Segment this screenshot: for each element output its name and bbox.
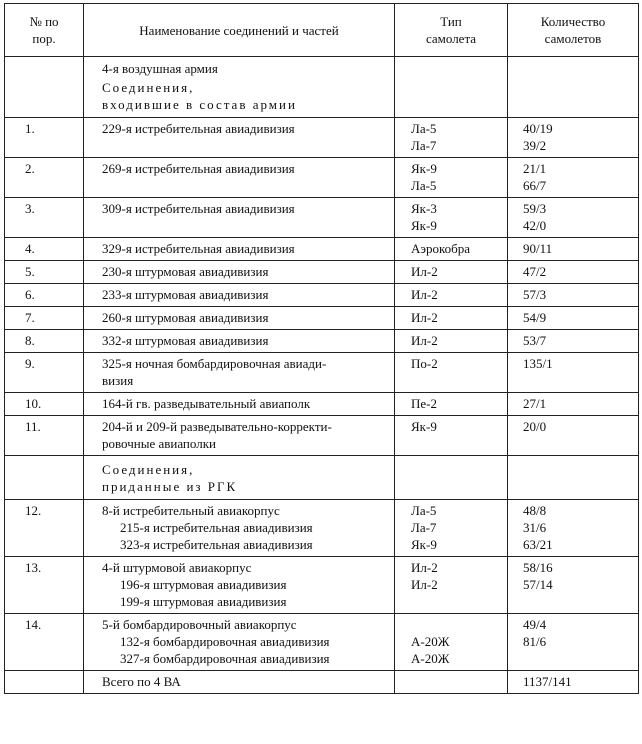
division-name: 199-я штурмовая авиадивизия — [120, 594, 287, 609]
unit-name-line: 233-я штурмовая авиадивизия — [102, 287, 269, 302]
aircraft-qty-line: 42/0 — [523, 218, 547, 233]
aircraft-qty — [508, 118, 639, 158]
table-row — [5, 307, 639, 330]
aircraft-qty-line: 54/9 — [523, 310, 547, 325]
row-number: 8. — [5, 330, 84, 353]
total-qty: 1137/141 — [508, 671, 639, 694]
aircraft-type-line: Ла-7 — [411, 520, 437, 535]
unit-name — [84, 238, 395, 261]
row-number: 10. — [5, 393, 84, 416]
aircraft-qty-line: 59/3 — [523, 201, 547, 216]
unit-name — [84, 416, 395, 456]
table-row — [5, 557, 639, 614]
unit-name-line: 204-й и 209-й разведывательно-корректи- — [102, 419, 332, 434]
row-number: 13. — [5, 557, 84, 614]
aircraft-type-line: Аэрокобра — [411, 241, 471, 256]
aircraft-type-line: Як-9 — [411, 161, 437, 176]
aircraft-table — [4, 3, 639, 694]
corps-name: 8-й истребительный авиакорпус — [102, 503, 280, 518]
aircraft-type — [395, 330, 508, 353]
table-row — [5, 353, 639, 393]
aircraft-type-line: Ла-5 — [411, 178, 437, 193]
aircraft-qty-line: 135/1 — [523, 356, 553, 371]
aircraft-qty — [508, 261, 639, 284]
unit-name-line: ровочные авиаполки — [102, 436, 216, 451]
aircraft-type — [395, 557, 508, 614]
unit-name-line: 325-я ночная бомбардировочная авиади- — [102, 356, 327, 371]
unit-name — [84, 118, 395, 158]
unit-name — [84, 330, 395, 353]
aircraft-type-line: А-20Ж — [411, 634, 450, 649]
aircraft-qty — [508, 330, 639, 353]
section-title-line: Соединения, — [102, 80, 195, 95]
row-number: 7. — [5, 307, 84, 330]
unit-name-line: 332-я штурмовая авиадивизия — [102, 333, 269, 348]
aircraft-type — [395, 158, 508, 198]
aircraft-qty — [508, 238, 639, 261]
aircraft-qty-line: 21/1 — [523, 161, 547, 176]
aircraft-qty — [508, 557, 639, 614]
division-name: 132-я бомбардировочная авиадивизия — [120, 634, 330, 649]
aircraft-qty-line: 57/14 — [523, 577, 553, 592]
aircraft-qty-line: 58/16 — [523, 560, 553, 575]
aircraft-type-line: Ла-5 — [411, 121, 437, 136]
header-qty: Количество самолетов — [508, 4, 639, 57]
table-row — [5, 261, 639, 284]
aircraft-qty-line: 27/1 — [523, 396, 547, 411]
corps-name: 4-й штурмовой авиакорпус — [102, 560, 252, 575]
unit-name-line: 269-я истребительная авиадивизия — [102, 161, 295, 176]
aircraft-type — [395, 500, 508, 557]
unit-name — [84, 557, 395, 614]
table-row — [5, 416, 639, 456]
row-number: 1. — [5, 118, 84, 158]
aircraft-qty — [508, 614, 639, 671]
corps-name: 5-й бомбардировочный авиакорпус — [102, 617, 297, 632]
aircraft-qty — [508, 158, 639, 198]
aircraft-type — [395, 353, 508, 393]
aircraft-qty-line: 39/2 — [523, 138, 547, 153]
header-name: Наименование соединений и частей — [84, 4, 395, 57]
table-row — [5, 614, 639, 671]
unit-name-line: 230-я штурмовая авиадивизия — [102, 264, 269, 279]
total-row — [5, 671, 639, 694]
aircraft-qty-line: 63/21 — [523, 537, 553, 552]
row-number: 9. — [5, 353, 84, 393]
section-title-line: Соединения, — [102, 462, 195, 477]
aircraft-type-line: А-20Ж — [411, 651, 450, 666]
division-name: 196-я штурмовая авиадивизия — [120, 577, 287, 592]
table-row — [5, 393, 639, 416]
aircraft-qty-line: 53/7 — [523, 333, 547, 348]
unit-name — [84, 198, 395, 238]
aircraft-qty-line: 48/8 — [523, 503, 547, 518]
unit-name-line: 329-я истребительная авиадивизия — [102, 241, 295, 256]
table-row — [5, 158, 639, 198]
aircraft-type — [395, 198, 508, 238]
aircraft-type-line: По-2 — [411, 356, 438, 371]
unit-name-line: визия — [102, 373, 134, 388]
aircraft-type — [395, 118, 508, 158]
row-number: 3. — [5, 198, 84, 238]
aircraft-type-line: Ил-2 — [411, 310, 438, 325]
aircraft-type — [395, 614, 508, 671]
aircraft-qty-line: 57/3 — [523, 287, 547, 302]
header-row — [5, 4, 639, 57]
unit-name-line: 309-я истребительная авиадивизия — [102, 201, 295, 216]
section-title-line: приданные из РГК — [102, 479, 238, 494]
aircraft-type — [395, 393, 508, 416]
aircraft-qty-line: 31/6 — [523, 520, 547, 535]
aircraft-qty-line: 20/0 — [523, 419, 547, 434]
row-number: 12. — [5, 500, 84, 557]
aircraft-qty — [508, 198, 639, 238]
aircraft-type-line: Ла-5 — [411, 503, 437, 518]
row-number: 11. — [5, 416, 84, 456]
aircraft-qty — [508, 416, 639, 456]
aircraft-type — [395, 416, 508, 456]
unit-name — [84, 261, 395, 284]
aircraft-type-line: Як-9 — [411, 218, 437, 233]
aircraft-qty-line: 49/4 — [523, 617, 547, 632]
aircraft-type-line: Ил-2 — [411, 577, 438, 592]
division-name: 323-я истребительная авиадивизия — [120, 537, 313, 552]
section-header-rgk — [5, 456, 639, 500]
aircraft-type-line: Ла-7 — [411, 138, 437, 153]
unit-name — [84, 393, 395, 416]
aircraft-type-line — [411, 616, 507, 633]
aircraft-type-line: Як-9 — [411, 419, 437, 434]
section-title — [84, 456, 395, 500]
aircraft-type-line: Ил-2 — [411, 560, 438, 575]
unit-name — [84, 307, 395, 330]
row-number: 5. — [5, 261, 84, 284]
division-name: 215-я истребительная авиадивизия — [120, 520, 313, 535]
aircraft-qty-line: 66/7 — [523, 178, 547, 193]
table-row — [5, 198, 639, 238]
row-number: 2. — [5, 158, 84, 198]
unit-name — [84, 284, 395, 307]
aircraft-type — [395, 261, 508, 284]
row-number: 6. — [5, 284, 84, 307]
aircraft-type — [395, 238, 508, 261]
aircraft-type — [395, 284, 508, 307]
army-title: 4-я воздушная армия — [102, 61, 218, 76]
aircraft-type-line: Ил-2 — [411, 333, 438, 348]
unit-name — [84, 614, 395, 671]
unit-name — [84, 500, 395, 557]
aircraft-qty — [508, 500, 639, 557]
division-name: 327-я бомбардировочная авиадивизия — [120, 651, 330, 666]
unit-name — [84, 158, 395, 198]
unit-name-line: 229-я истребительная авиадивизия — [102, 121, 295, 136]
aircraft-qty — [508, 284, 639, 307]
table-row — [5, 238, 639, 261]
table-row — [5, 500, 639, 557]
aircraft-type — [395, 307, 508, 330]
aircraft-qty — [508, 307, 639, 330]
table-row — [5, 330, 639, 353]
unit-name-line: 164-й гв. разведывательный авиаполк — [102, 396, 311, 411]
total-label: Всего по 4 ВА — [84, 671, 395, 694]
header-num: № по пор. — [5, 4, 84, 57]
table-row — [5, 118, 639, 158]
aircraft-type-line: Як-3 — [411, 201, 437, 216]
aircraft-qty-line: 40/19 — [523, 121, 553, 136]
header-type: Тип самолета — [395, 4, 508, 57]
aircraft-type-line: Ил-2 — [411, 287, 438, 302]
row-number: 4. — [5, 238, 84, 261]
aircraft-qty — [508, 393, 639, 416]
aircraft-qty-line: 47/2 — [523, 264, 547, 279]
aircraft-qty-line: 81/6 — [523, 634, 547, 649]
aircraft-qty-line: 90/11 — [523, 241, 553, 256]
section-title-line: входившие в состав армии — [102, 97, 297, 112]
table-row — [5, 284, 639, 307]
aircraft-type-line: Як-9 — [411, 537, 437, 552]
row-number: 14. — [5, 614, 84, 671]
section-header-army — [5, 57, 639, 118]
unit-name-line: 260-я штурмовая авиадивизия — [102, 310, 269, 325]
unit-name — [84, 353, 395, 393]
aircraft-qty — [508, 353, 639, 393]
aircraft-type-line: Ил-2 — [411, 264, 438, 279]
aircraft-type-line: Пе-2 — [411, 396, 437, 411]
